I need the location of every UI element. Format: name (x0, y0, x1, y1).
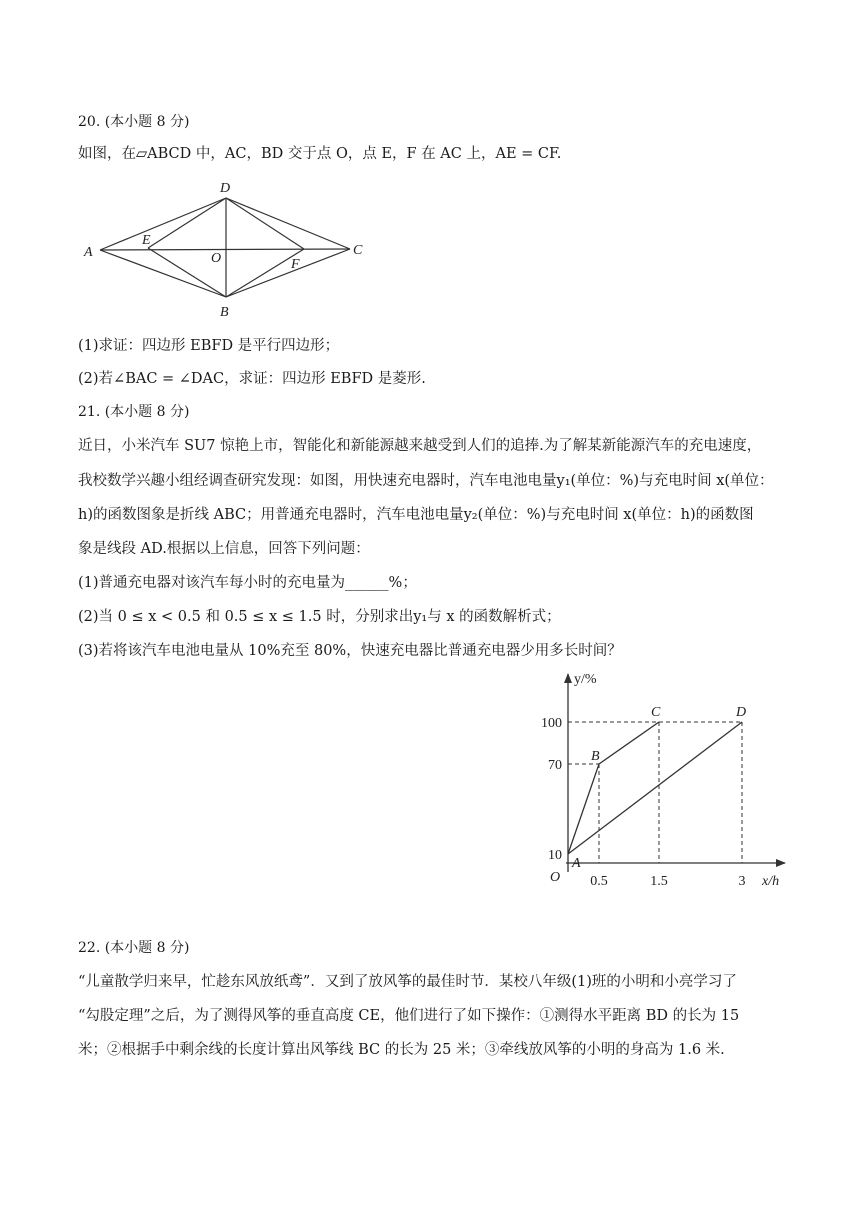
label-b: B (220, 305, 229, 320)
series-fast-charger-abc (568, 722, 659, 854)
q20-part2: (2)若∠BAC = ∠DAC，求证：四边形 EBFD 是菱形. (78, 371, 426, 387)
point-label-b: B (591, 749, 600, 764)
label-o: O (211, 251, 222, 266)
parallelogram-figure (78, 178, 378, 320)
q21-part2: (2)当 0 ≤ x < 0.5 和 0.5 ≤ x ≤ 1.5 时，分别求出y₁与 x 的函数解析式； (78, 609, 561, 625)
y-axis-label: y/% (574, 672, 597, 687)
y-tick-label: 70 (548, 758, 562, 773)
label-e: E (142, 233, 151, 248)
x-tick-label: 0.5 (590, 874, 608, 889)
x-axis-label: x/h (762, 874, 780, 889)
x-tick-label: 1.5 (650, 874, 668, 889)
point-label-c: C (651, 705, 661, 720)
q21-paragraph-line3: h)的函数图象是折线 ABC；用普通充电器时，汽车电池电量y₂(单位：%)与充电时间 x(单位：h)的函数图 (78, 507, 754, 523)
segment-de (148, 198, 226, 248)
q22-line2: “勾股定理”之后，为了测得风筝的垂直高度 CE，他们进行了如下操作：①测得水平距离 BD 的长为 15 (78, 1008, 740, 1024)
point-label-a: A (572, 856, 581, 871)
charging-graph (530, 664, 792, 896)
q22-header: 22. (本小题 8 分) (78, 940, 190, 956)
y-tick-label: 10 (548, 848, 562, 863)
label-a: A (84, 245, 93, 260)
q20-header: 20. (本小题 8 分) (78, 114, 190, 130)
series-normal-charger-ad (568, 722, 742, 854)
q21-header: 21. (本小题 8 分) (78, 404, 190, 420)
side-ad (100, 198, 226, 250)
y-tick-label: 100 (541, 716, 562, 731)
q22-line3: 米；②根据手中剩余线的长度计算出风筝线 BC 的长为 25 米；③牵线放风筝的小明的身高为 1.6 米. (78, 1042, 725, 1058)
q21-part1: (1)普通充电器对该汽车每小时的充电量为______%； (78, 575, 417, 591)
q21-paragraph-line1: 近日，小米汽车 SU7 惊艳上市，智能化和新能源越来越受到人们的追捧.为了解某新能源汽车的充电速度， (78, 438, 762, 454)
side-dc (226, 198, 350, 249)
q20-part1: (1)求证：四边形 EBFD 是平行四边形； (78, 338, 340, 354)
side-cb (226, 249, 350, 297)
label-d: D (220, 181, 231, 196)
diagonal-ac (100, 249, 350, 250)
q21-part3: (3)若将该汽车电池电量从 10%充至 80%，快速充电器比普通充电器少用多长时间？ (78, 643, 622, 659)
label-f: F (291, 257, 300, 272)
x-tick-label: 3 (738, 874, 746, 889)
label-c: C (353, 243, 363, 258)
q20-intro: 如图，在▱ABCD 中，AC，BD 交于点 O，点 E，F 在 AC 上，AE = CF. (78, 146, 562, 162)
segment-fd (226, 198, 304, 249)
q21-paragraph-line2: 我校数学兴趣小组经调查研究发现：如图，用快速充电器时，汽车电池电量y₁(单位：%)与充电时间 x(单位： (78, 473, 774, 489)
q22-line1: “儿童散学归来早，忙趁东风放纸鸢”．又到了放风筝的最佳时节．某校八年级(1)班的小明和小亮学习了 (78, 974, 737, 990)
origin-label: O (550, 870, 561, 885)
q21-paragraph-line4: 象是线段 AD.根据以上信息，回答下列问题： (78, 541, 370, 557)
point-label-d: D (736, 705, 747, 720)
